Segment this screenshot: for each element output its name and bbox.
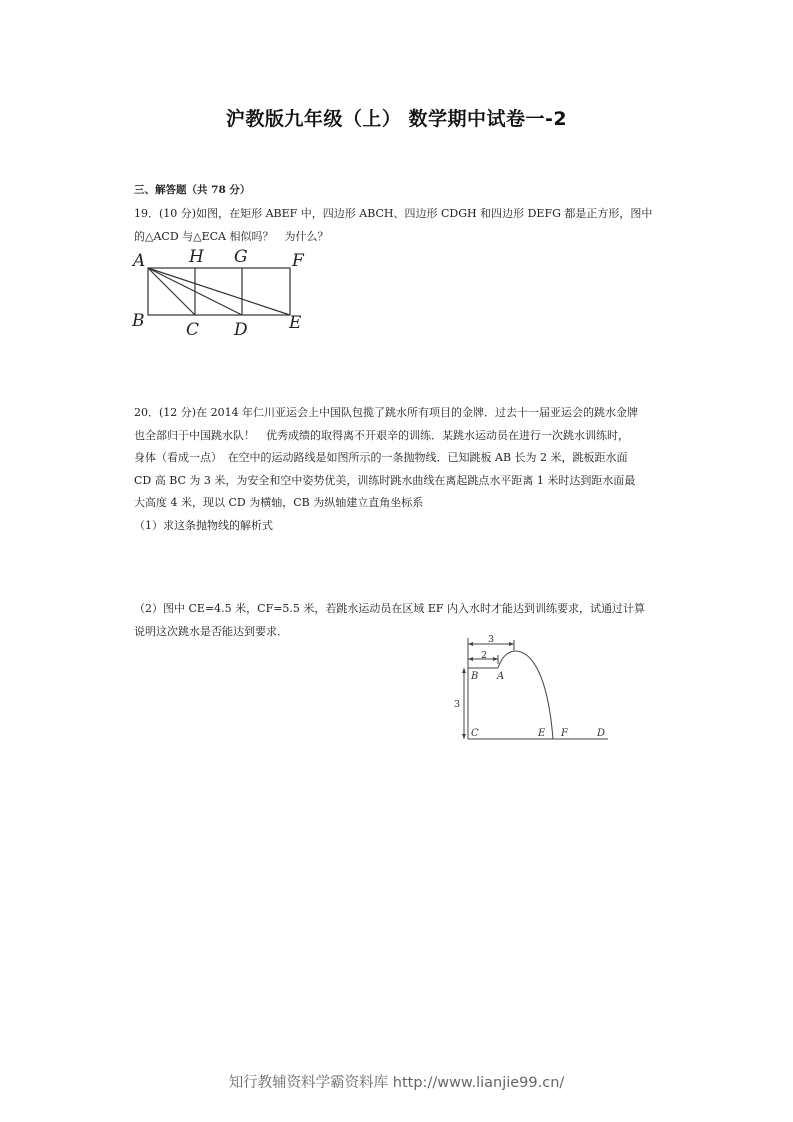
parabola-path bbox=[498, 651, 553, 739]
label-c: C bbox=[471, 728, 479, 739]
q20-figure bbox=[450, 628, 620, 748]
q19-figure bbox=[128, 246, 328, 342]
q20-part2-line: 说明这次跳水是否能达到要求． bbox=[134, 624, 288, 638]
label-e: E bbox=[538, 728, 546, 739]
label-b: B bbox=[132, 311, 145, 331]
section-header: 三、解答题（共 78 分） bbox=[134, 184, 251, 196]
q19-line: 的△ACD 与△ECA 相似吗？ 为什么？ bbox=[134, 229, 329, 243]
q20-part1: （1）求这条抛物线的解析式 bbox=[134, 518, 273, 532]
question-20-text bbox=[134, 402, 659, 538]
dim-label-top: 3 bbox=[488, 634, 495, 645]
arrow-head bbox=[493, 657, 498, 661]
label-d: D bbox=[597, 728, 606, 739]
label-e: E bbox=[289, 313, 302, 333]
label-a: A bbox=[497, 671, 505, 682]
q20-line: CD 高 BC 为 3 米，为安全和空中姿势优美，训练时跳水曲线在离起跳点水平距离 1 米时达到距水面最 bbox=[134, 473, 636, 487]
arrow-head bbox=[462, 734, 466, 739]
segment-ae bbox=[148, 268, 290, 315]
label-c: C bbox=[186, 320, 200, 340]
label-f: F bbox=[561, 728, 568, 739]
segment-ac bbox=[148, 268, 195, 315]
page-footer: 知行教辅资料学霸资料库 http://www.lianjie99.cn/ bbox=[228, 1075, 565, 1091]
arrow-head bbox=[509, 642, 514, 646]
q20-line: 20．(12 分)在 2014 年仁川亚运会上中国队包揽了跳水所有项目的金牌．过去十一届亚运会的跳水金牌 bbox=[134, 406, 639, 419]
q20-part2-line: （2）图中 CE=4.5 米，CF=5.5 米，若跳水运动员在区域 EF 内入水时才能达到训练要求，试通过计算 bbox=[134, 602, 646, 615]
q20-line: 身体（看成一点） 在空中的运动路线是如图所示的一条抛物线．已知跳板 AB 长为 2 米，跳板距水面 bbox=[134, 451, 628, 465]
question-19-text bbox=[134, 203, 659, 248]
label-f: F bbox=[292, 251, 304, 271]
page-title: 沪教版九年级（上） 数学期中试卷一-2 bbox=[225, 108, 568, 130]
dim-label-mid: 2 bbox=[481, 650, 488, 661]
label-h: H bbox=[189, 247, 204, 267]
q19-line: 19．(10 分)如图，在矩形 ABEF 中，四边形 ABCH、四边形 CDGH 和四边形 DEFG 都是正方形，图中 bbox=[134, 207, 653, 220]
label-a: A bbox=[133, 251, 146, 271]
label-g: G bbox=[234, 247, 248, 267]
arrow-head bbox=[468, 657, 473, 661]
dim-label-left: 3 bbox=[454, 699, 461, 710]
q20-line: 大高度 4 米，现以 CD 为横轴，CB 为纵轴建立直角坐标系 bbox=[134, 496, 424, 510]
label-d: D bbox=[234, 320, 248, 340]
arrow-head bbox=[468, 642, 473, 646]
label-b: B bbox=[471, 671, 479, 682]
arrow-head bbox=[462, 668, 466, 673]
q20-line: 也全部归于中国跳水队！ 优秀成绩的取得离不开艰辛的训练．某跳水运动员在进行一次跳水训练时， bbox=[134, 428, 629, 442]
